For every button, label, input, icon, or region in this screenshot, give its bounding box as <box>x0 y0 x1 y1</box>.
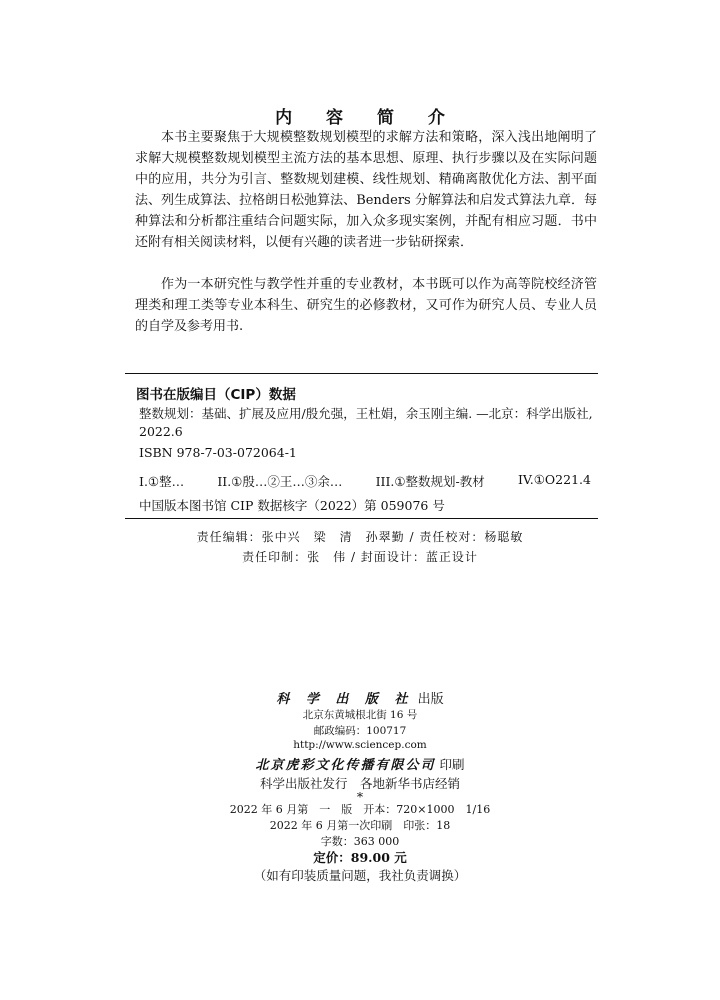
credits-editors: 责任编辑：张中兴 梁 清 孙翠勤 / 责任校对：杨聪敏 <box>196 530 524 544</box>
quality-notice: （如有印装质量问题，我社负责调换） <box>253 868 467 883</box>
page-title: 内 容 简 介 <box>275 108 459 128</box>
cip-class-i: I.①整… <box>139 474 185 489</box>
cip-core-number: 中国版本图书馆 CIP 数据核字（2022）第 059076 号 <box>139 498 445 513</box>
cip-class-iii: III.①整数规划-教材 <box>375 474 485 489</box>
publisher-url: http://www.sciencep.com <box>293 739 427 751</box>
separator-asterisk: * <box>356 789 364 804</box>
cip-heading: 图书在版编目（CIP）数据 <box>136 387 296 403</box>
intro-paragraph-1: 本书主要聚焦于大规模整数规划模型的求解方法和策略，深入浅出地阐明了求解大规模整数规划模型主流方法的基本思想、原理、执行步骤以及在实际问题中的应用，共分为引言、整数规划建模、线性规划、精确离散优化方法、割平面法、列生成算法、拉格朗日松弛算法、Benders 分解算法和启发式算法九章．每种算法和分析都注重结合问题实际，加入众多现实案例，并配有相应习题．书中还附有相关阅读材料，以便有兴趣的读者进一步钻研探索． <box>135 130 597 250</box>
publisher-line <box>0 688 720 707</box>
cip-bottom-rule <box>125 518 598 519</box>
credits-production: 责任印制：张 伟 / 封面设计：蓝正设计 <box>242 550 478 564</box>
printer-line <box>0 754 720 773</box>
cip-catalog-entry: 整数规划：基础、扩展及应用/殷允强，王杜娟，余玉刚主编. —北京：科学出版社, 2022.6 <box>139 406 593 439</box>
printing-line: 2022 年 6 月第一次印刷 印张：18 <box>269 819 451 832</box>
publisher-name: 科 学 出 版 社 <box>276 692 414 707</box>
cip-class-iv: IV.①O221.4 <box>517 472 591 487</box>
intro-paragraph-2: 作为一本研究性与教学性并重的专业教材，本书既可以作为高等院校经济管理类和理工类等专业本科生、研究生的必修教材，又可作为研究人员、专业人员的自学及参考用书. <box>135 277 597 334</box>
publisher-postcode: 邮政编码：100717 <box>313 725 407 737</box>
price: 定价：89.00 元 <box>313 850 407 865</box>
publisher-address: 北京东黄城根北街 16 号 <box>302 709 418 721</box>
edition-line: 2022 年 6 月第 一 版 开本：720×1000 1/16 <box>229 803 491 816</box>
cip-classification <box>139 472 591 490</box>
cip-top-rule <box>125 373 598 374</box>
cip-class-ii: II.①殷…②王…③余… <box>217 474 343 489</box>
cip-isbn: ISBN 978-7-03-072064-1 <box>139 445 297 460</box>
printer-name: 北京虎彩文化传播有限公司 <box>255 758 436 773</box>
publisher-suffix: 出版 <box>417 692 444 707</box>
printer-suffix: 印刷 <box>439 757 465 772</box>
distribution-line: 科学出版社发行 各地新华书店经销 <box>259 776 460 791</box>
word-count: 字数：363 000 <box>320 835 400 848</box>
